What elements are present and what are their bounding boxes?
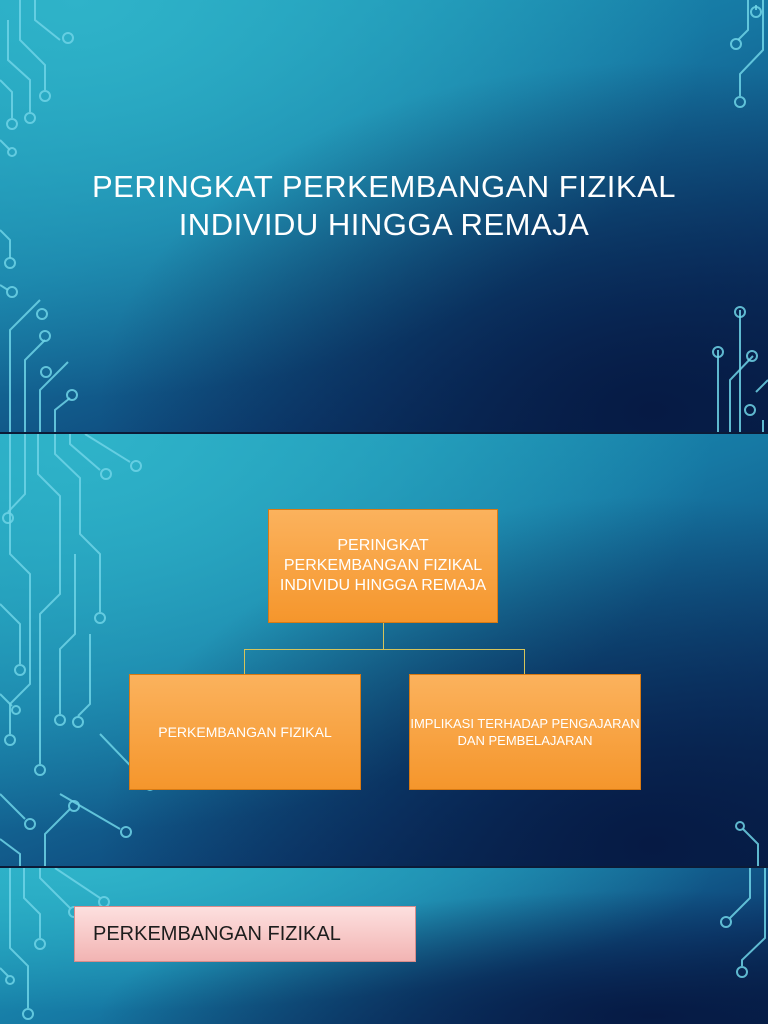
slide-title bbox=[60, 168, 708, 244]
connector-left-drop bbox=[244, 649, 245, 674]
circuit-decoration-right bbox=[698, 434, 768, 866]
circuit-decoration-left bbox=[0, 434, 160, 866]
circuit-decoration-right bbox=[680, 868, 768, 1024]
slide-2 bbox=[0, 434, 768, 866]
slide-title-line-1: PERINGKAT PERKEMBANGAN FIZIKAL bbox=[91, 169, 677, 204]
connector-horizontal bbox=[244, 649, 524, 650]
diagram-child-box-physical: PERKEMBANGAN FIZIKAL bbox=[129, 674, 361, 790]
slide-3 bbox=[0, 868, 768, 1024]
slide-title-line-2: INDIVIDU HINGGA REMAJA bbox=[178, 207, 590, 242]
slide-1 bbox=[0, 0, 768, 432]
diagram-root-box: PERINGKAT PERKEMBANGAN FIZIKAL INDIVIDU HINGGA REMAJA bbox=[268, 509, 498, 623]
connector-right-drop bbox=[524, 649, 525, 674]
diagram-child-box-implications: IMPLIKASI TERHADAP PENGAJARAN DAN PEMBELAJARAN bbox=[409, 674, 641, 790]
section-heading bbox=[74, 906, 416, 962]
connector-vertical bbox=[383, 623, 384, 649]
section-heading-text: PERKEMBANGAN FIZIKAL bbox=[93, 922, 341, 945]
